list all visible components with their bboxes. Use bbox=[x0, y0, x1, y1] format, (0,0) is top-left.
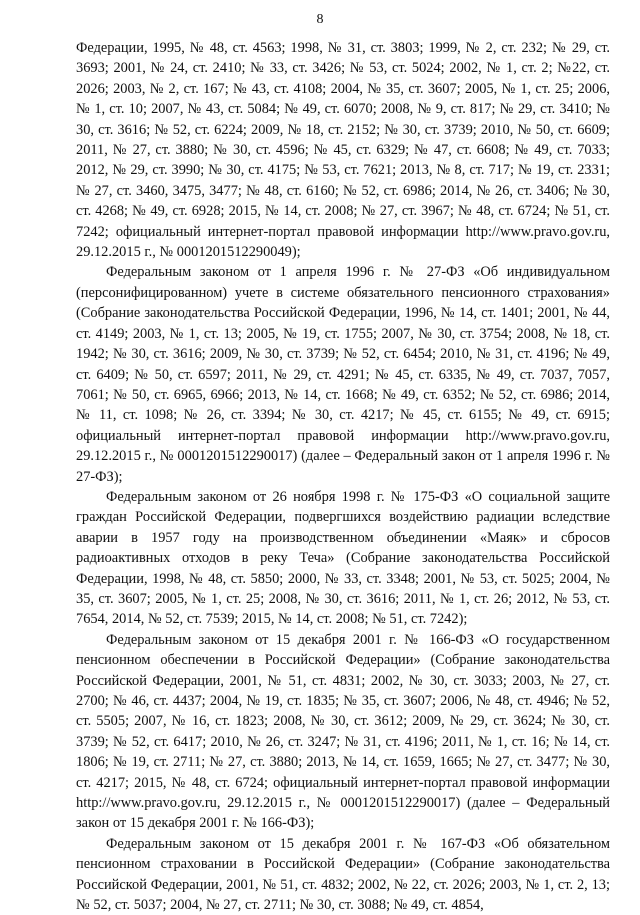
paragraph-continuation: Федерации, 1995, № 48, ст. 4563; 1998, № 31, ст. 3803; 1999, № 2, ст. 232; № 29, ст. 3693; 2001, № 24, ст. 2410; № 33, ст. 3426; № 53, ст. 5024; 2002, № 1, ст. 2; №22, ст. 2026; 2003, № 2, ст. 167; № 43, ст. 4108; 2004, № 35, ст. 3607; 2005, № 1, ст. 25; 2006, № 1, ст. 10; 2007, № 43, ст. 5084; № 49, ст. 6070; 2008, № 9, ст. 817; № 29, ст. 3410; № 30, ст. 3616; № 52, ст. 6224; 2009, № 18, ст. 2152; № 30, ст. 3739; 2010, № 50, ст. 6609; 2011, № 27, ст. 3880; № 30, ст. 4596; № 45, ст. 6329; № 47, ст. 6608; № 49, ст. 7033; 2012, № 29, ст. 3990; № 30, ст. 4175; № 53, ст. 7621; 2013, № 8, ст. 717; № 19, ст. 2331; № 27, ст. 3460, 3475, 3477; № 48, ст. 6160; № 52, ст. 6986; 2014, № 26, ст. 3406; № 30, ст. 4268; № 49, ст. 6928; 2015, № 14, ст. 2008; № 27, ст. 3967; № 48, ст. 6724; № 51, ст. 7242; официальный интернет-портал правовой информации http://www.pravo.gov.ru, 29.12.2015 г., № 0001201512290049); bbox=[76, 40, 610, 261]
page-number: 8 bbox=[316, 12, 324, 27]
paragraph-law-167-fz: Федеральным законом от 15 декабря 2001 г. № 167-ФЗ «Об обязательном пенсионном страховании в Российской Федерации» (Собрание законодательства Российской Федерации, 2001, № 51, ст. 4832; 2002, № 22, ст. 2026; 2003, № 1, ст. 2, 13; № 52, ст. 5037; 2004, № 27, ст. 2711; № 30, ст. 3088; № 49, ст. 4854, bbox=[76, 835, 610, 914]
paragraph-law-27-fz: Федеральным законом от 1 апреля 1996 г. № 27-ФЗ «Об индивидуальном (персонифицированном) учете в системе обязательного пенсионного страхования» (Собрание законодательства Российской Федерации, 1996, № 14, ст. 1401; 2001, № 44, ст. 4149; 2003, № 1, ст. 13; 2005, № 19, ст. 1755; 2007, № 30, ст. 3754; 2008, № 18, ст. 1942; № 30, ст. 3616; 2009, № 30, ст. 3739; № 52, ст. 6454; 2010, № 31, ст. 4196; № 49, ст. 6409; № 50, ст. 6597; 2011, № 29, ст. 4291; № 45, ст. 6335, № 49, ст. 7037, 7057, 7061; № 50, ст. 6965, 6966; 2013, № 14, ст. 1668; № 49, ст. 6352; № 52, ст. 6986; 2014, № 11, ст. 1098; № 26, ст. 3394; № 30, ст. 4217; № 45, ст. 6155; № 49, ст. 6915; официальный интернет-портал правовой информации http://www.pravo.gov.ru, 29.12.2015 г., № 0001201512290017) (далее – Федеральный закон от 1 апреля 1996 г. № 27-ФЗ); bbox=[76, 264, 610, 485]
paragraph-law-166-fz: Федеральным законом от 15 декабря 2001 г. № 166-ФЗ «О государственном пенсионном обеспечении в Российской Федерации» (Собрание законодательства Российской Федерации, 2001, № 51, ст. 4831; 2002, № 30, ст. 3033; 2003, № 27, ст. 2700; № 46, ст. 4437; 2004, № 19, ст. 1835; № 35, ст. 3607; 2006, № 48, ст. 4946; № 52, ст. 5505; 2007, № 16, ст. 1823; 2008, № 30, ст. 3612; 2009, № 29, ст. 3624; № 30, ст. 3739; № 52, ст. 6417; 2010, № 26, ст. 3247; № 31, ст. 4196; 2011, № 1, ст. 16; № 14, ст. 1806; № 19, ст. 2711; № 27, ст. 3880; 2013, № 14, ст. 1659, 1665; № 27, ст. 3477; № 30, ст. 4217; 2015, № 48, ст. 6724; официальный интернет-портал правовой информации http://www.pravo.gov.ru, 29.12.2015 г., № 0001201512290017) (далее – Федеральный закон от 15 декабря 2001 г. № 166-ФЗ); bbox=[76, 631, 610, 832]
document-body bbox=[76, 38, 610, 915]
paragraph-law-175-fz: Федеральным законом от 26 ноября 1998 г. № 175-ФЗ «О социальной защите граждан Российской Федерации, подвергшихся воздействию радиации вследствие аварии в 1957 году на производственном объединении «Маяк» и сбросов радиоактивных отходов в реку Теча» (Собрание законодательства Российской Федерации, 1998, № 48, ст. 5850; 2000, № 33, ст. 3348; 2001, № 53, ст. 5025; 2004, № 35, ст. 3607; 2005, № 1, ст. 25; 2008, № 30, ст. 3616; 2011, № 1, ст. 26; 2012, № 53, ст. 7654, 2014, № 52, ст. 7539; 2015, № 14, ст. 2008; № 51, ст. 7242); bbox=[76, 488, 610, 628]
